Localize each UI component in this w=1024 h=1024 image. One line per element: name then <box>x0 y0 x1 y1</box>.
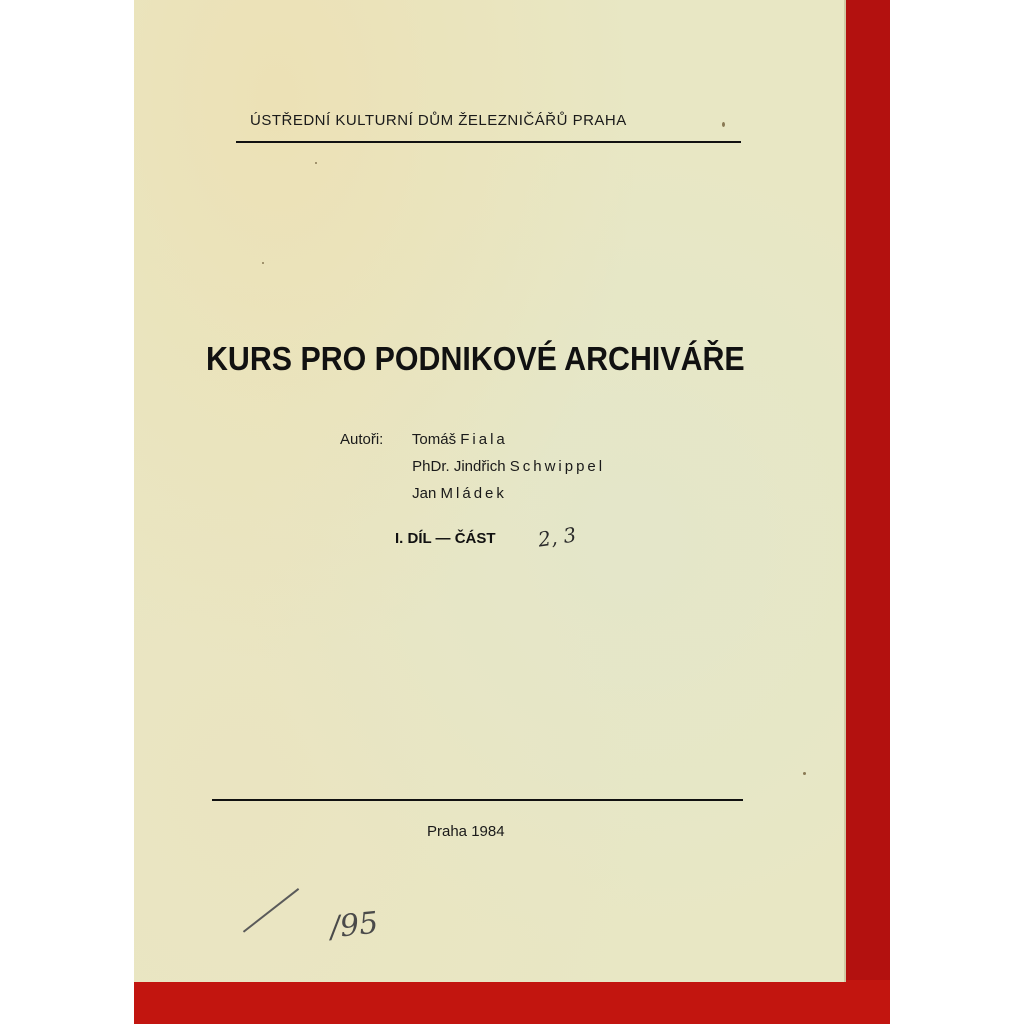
publisher-heading: ÚSTŘEDNÍ KULTURNÍ DŮM ŽELEZNIČÁŘŮ PRAHA <box>250 112 627 129</box>
volume-part-label: I. DÍL — ČÁST <box>395 530 496 547</box>
handwritten-part-number: 2, 3 <box>536 522 578 552</box>
author-first-name: Tomáš <box>411 431 457 448</box>
authors-block <box>340 426 700 507</box>
author-last-name: Mládek <box>440 485 507 502</box>
book-title: KURS PRO PODNIKOVÉ ARCHIVÁŘE <box>206 340 745 377</box>
author-last-name: Fiala <box>460 431 508 448</box>
place-year: Praha 1984 <box>427 823 505 840</box>
author-row <box>340 426 700 453</box>
author-first-name: Jan <box>412 485 437 502</box>
paper-speck <box>803 772 806 775</box>
authors-label: Autoři: <box>340 431 384 448</box>
paper-speck <box>315 162 317 164</box>
paper-speck <box>722 122 725 127</box>
author-row <box>340 453 700 480</box>
author-first-name: PhDr. Jindřich <box>412 458 506 475</box>
bottom-rule <box>212 799 743 801</box>
paper-speck <box>262 262 264 264</box>
author-row <box>340 480 700 507</box>
author-last-name: Schwippel <box>509 458 606 475</box>
handwritten-catalog-number: /95 <box>328 905 380 946</box>
red-backdrop-bottom <box>134 980 890 1024</box>
top-rule <box>236 141 741 143</box>
